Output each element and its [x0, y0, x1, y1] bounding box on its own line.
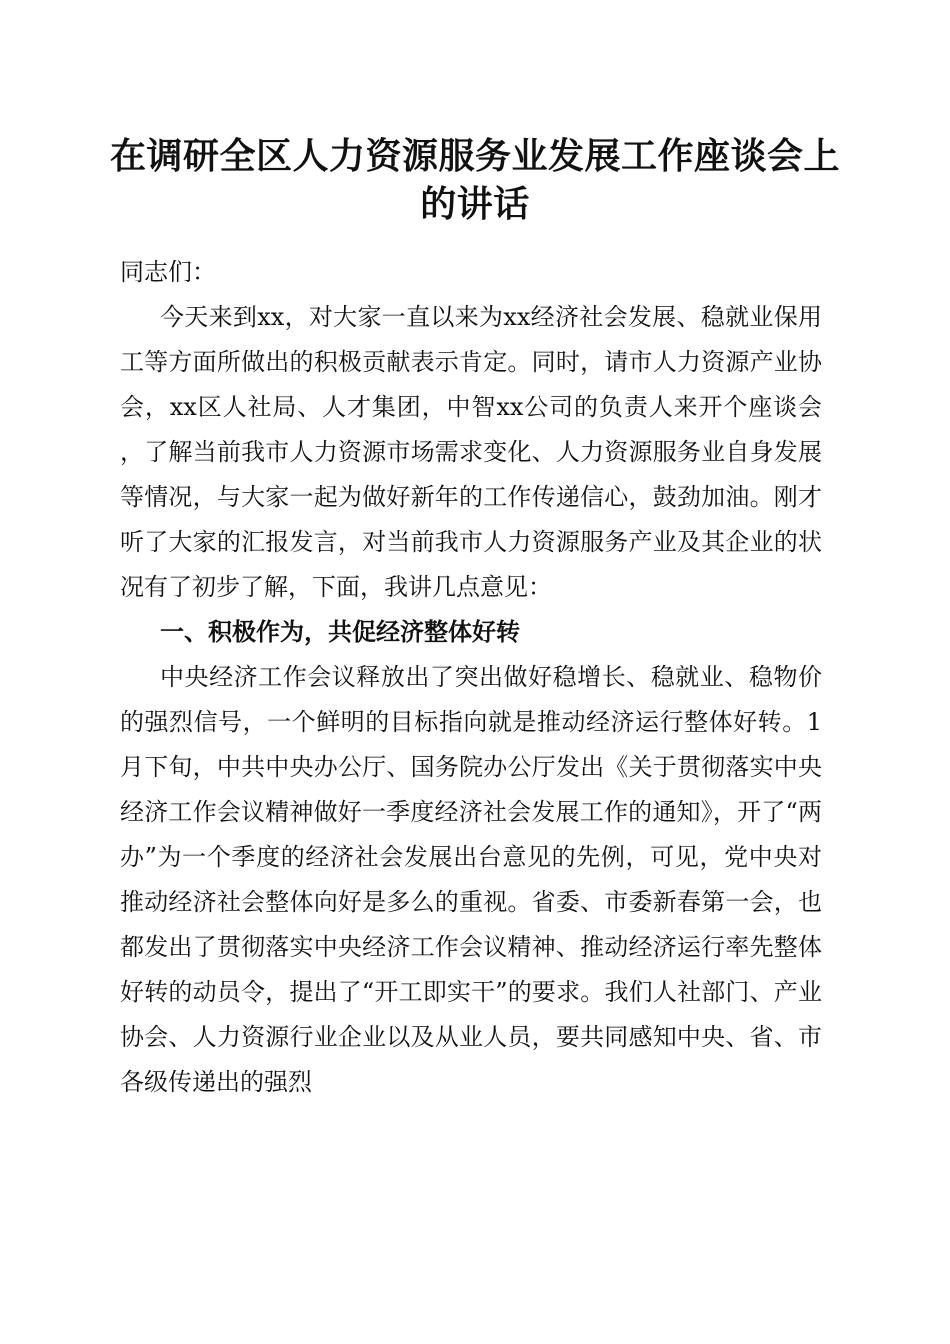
- title-line-1: 在调研全区人力资源服务业发展工作座谈会上: [109, 135, 840, 177]
- title-line-2: 的讲话: [420, 183, 530, 225]
- salutation: 同志们：: [120, 258, 216, 286]
- document-title: [100, 132, 850, 228]
- section-heading: 一、积极作为，共促经济整体好转: [160, 618, 520, 646]
- document-body: [120, 250, 822, 1105]
- section-paragraph: 中央经济工作会议释放出了突出做好稳增长、稳就业、稳物价的强烈信号，一个鲜明的目标指向就是推动经济运行整体好转。1月下旬，中共中央办公厅、国务院办公厅发出《关于贯彻落实中央经济工作会议精神做好一季度经济社会发展工作的通知》，开了“两办”为一个季度的经济社会发展出台意见的先例，可见，党中央对推动经济社会整体向好是多么的重视。省委、市委新春第一会，也都发出了贯彻落实中央经济工作会议精神、推动经济运行率先整体好转的动员令，提出了“开工即实干”的要求。我们人社部门、产业协会、人力资源行业企业以及从业人员，要共同感知中央、省、市各级传递出的强烈: [120, 663, 822, 1096]
- intro-paragraph: 今天来到xx，对大家一直以来为xx经济社会发展、稳就业保用工等方面所做出的积极贡献表示肯定。同时，请市人力资源产业协会，xx区人社局、人才集团，中智xx公司的负责人来开个座谈会，了解当前我市人力资源市场需求变化、人力资源服务业自身发展等情况，与大家一起为做好新年的工作传递信心，鼓劲加油。刚才听了大家的汇报发言，对当前我市人力资源服务产业及其企业的状况有了初步了解，下面，我讲几点意见：: [120, 303, 822, 601]
